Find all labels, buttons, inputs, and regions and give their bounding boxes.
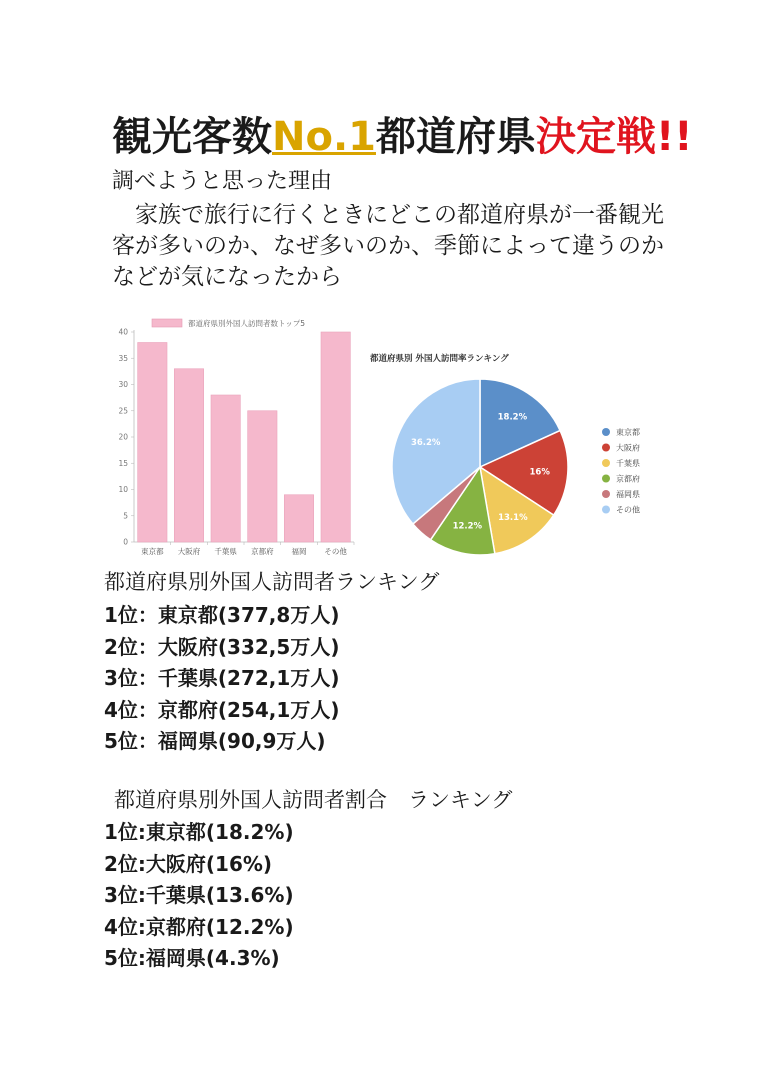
legend-label: 京都府 <box>616 474 640 484</box>
ranking1-row: 5位：福岡県(90,9万人) <box>104 729 326 753</box>
legend-label: その他 <box>616 505 640 515</box>
legend-marker <box>602 490 610 498</box>
x-tick-label: 福岡 <box>291 547 307 556</box>
x-tick-label: 大阪府 <box>177 547 201 556</box>
ranking2-list <box>104 817 294 975</box>
legend-label: 大阪府 <box>616 443 640 453</box>
y-tick-label: 0 <box>123 537 128 547</box>
ranking2-row: 1位:東京都(18.2%) <box>104 820 294 844</box>
ranking1-row: 3位：千葉県(272,1万人) <box>104 666 340 690</box>
pie-chart <box>360 345 690 575</box>
pie-title: 都道府県別 外国人訪問率ランキング <box>370 354 509 364</box>
bar <box>248 411 277 542</box>
legend-label: 東京都 <box>616 428 640 437</box>
bar <box>138 343 167 543</box>
ranking2-row: 5位:福岡県(4.3%) <box>104 946 280 970</box>
reason-heading: 調べようと思った理由 <box>112 169 333 194</box>
title-emphasis: 決定戦!! <box>535 114 693 160</box>
legend-label: 千葉県 <box>616 459 640 468</box>
legend-marker <box>602 444 610 452</box>
pie-slice-label: 18.2% <box>497 412 528 423</box>
y-tick-label: 15 <box>118 458 128 468</box>
pie-slice-label: 36.2% <box>410 437 441 448</box>
bar <box>321 332 350 542</box>
y-tick-label: 40 <box>118 327 128 337</box>
legend-label: 都道府県別外国人訪問者数トップ5 <box>188 319 306 328</box>
title-part1: 観光客数 <box>112 114 272 160</box>
ranking1-list <box>104 600 339 758</box>
ranking2-row: 3位:千葉県(13.6%) <box>104 883 294 907</box>
bar <box>211 395 240 542</box>
ranking1-row: 2位：大阪府(332,5万人) <box>104 634 340 659</box>
reason-text: 家族で旅行に行くときにどこの都道府県が一番観光客が多いのか、なぜ多いのか、季節によって違うのかなどが気になったから <box>112 202 664 290</box>
pie-slice-label: 12.2% <box>452 521 483 532</box>
y-tick-label: 10 <box>118 485 128 494</box>
y-tick-label: 35 <box>118 353 128 363</box>
ranking1-title: 都道府県別外国人訪問者ランキング <box>104 570 440 594</box>
y-tick-label: 20 <box>118 432 128 442</box>
legend-label: 福岡県 <box>616 490 640 499</box>
ranking1-row: 1位：東京都(377,8万人) <box>104 603 340 627</box>
x-tick-label: 東京都 <box>141 547 164 556</box>
ranking2-title: 都道府県別外国人訪問者割合 ランキング <box>114 788 513 812</box>
ranking2-row: 4位:京都府(12.2%) <box>104 914 294 939</box>
legend-marker <box>602 475 610 483</box>
pie-slice-label: 16% <box>529 467 550 478</box>
x-tick-label: 千葉県 <box>214 547 237 556</box>
y-tick-label: 5 <box>123 511 128 521</box>
legend-marker <box>602 428 610 436</box>
x-tick-label: 京都府 <box>251 547 274 556</box>
bar-chart <box>104 310 364 570</box>
y-tick-label: 30 <box>118 380 128 389</box>
pie-slice-label: 13.1% <box>498 513 528 524</box>
legend-swatch <box>152 319 182 327</box>
page-title <box>112 112 692 162</box>
title-part3: 都道府県 <box>375 114 536 160</box>
ranking2-row: 2位:大阪府(16%) <box>104 851 273 876</box>
bar <box>284 495 313 542</box>
ranking1-row: 4位：京都府(254,1万人) <box>104 697 340 722</box>
x-tick-label: その他 <box>324 547 347 556</box>
legend-marker <box>602 506 610 514</box>
y-tick-label: 25 <box>118 406 128 416</box>
legend-marker <box>602 459 610 467</box>
title-highlight: No.1 <box>272 114 376 160</box>
bar <box>174 369 203 542</box>
